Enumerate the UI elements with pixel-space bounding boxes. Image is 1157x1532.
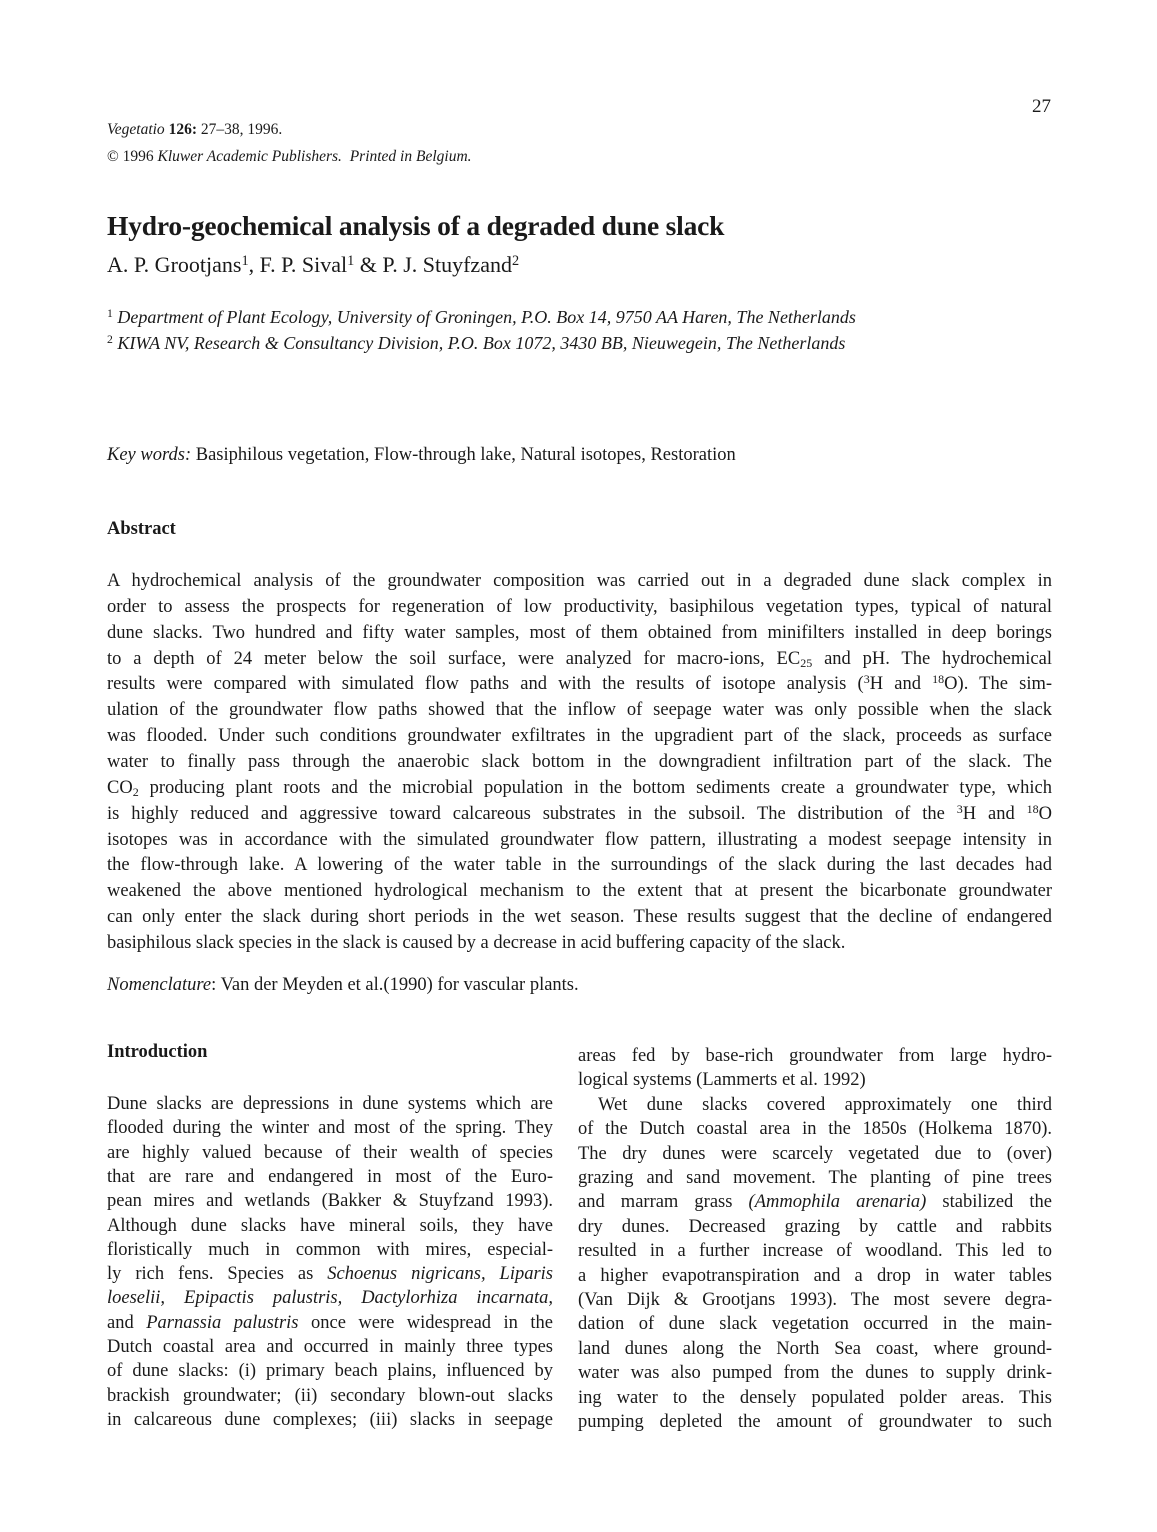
text-line	[107, 802, 1052, 826]
text-segment: the flow-through lake. A lowering of the water table in the surroundings of the slack during the last decades had	[107, 855, 1052, 876]
text-segment: and pH. The hydrochemical	[812, 648, 1052, 669]
text-segment: ly rich fens. Species as	[107, 1264, 328, 1285]
text-segment: (Van Dijk & Grootjans 1993). The most severe degra-	[578, 1290, 1052, 1310]
affiliation	[107, 333, 845, 354]
nomenclature-label: Nomenclature	[107, 975, 212, 995]
text-line	[578, 1068, 1052, 1092]
copyright-symbol: ©	[107, 148, 119, 165]
text-line	[107, 724, 1052, 748]
text-segment: can only enter the slack during short periods in the wet season. These results suggest that the decline of endangered	[107, 907, 1052, 928]
text-line	[578, 1142, 1052, 1166]
text-segment: results were compared with simulated flow paths and with the results of isotope analysis (	[107, 674, 864, 695]
text-segment: H and	[869, 674, 933, 695]
text-line	[578, 1312, 1052, 1336]
text-segment: to a depth of 24 meter below the soil surface, were analyzed for macro-ions, EC	[107, 648, 801, 669]
text-segment: floristically much in common with mires, especial-	[107, 1239, 553, 1260]
text-segment: Dune slacks are depressions in dune systems which are	[107, 1094, 553, 1114]
text-line	[107, 1384, 553, 1408]
text-segment: and	[107, 1312, 147, 1333]
text-line	[578, 1239, 1052, 1263]
superscript: 3	[863, 672, 870, 687]
text-segment: water was also pumped from the dunes to supply drink-	[578, 1363, 1052, 1384]
author: P. J. Stuyfzand	[382, 252, 512, 277]
text-line	[578, 1190, 1052, 1214]
text-line	[107, 905, 1052, 929]
text-segment: order to assess the prospects for regeneration of low productivity, basiphilous vegetation types, typical of natural	[107, 596, 1052, 617]
author-separator: &	[354, 252, 383, 277]
text-line	[107, 1408, 553, 1432]
keywords-label: Key words:	[107, 445, 192, 465]
text-segment: CO	[107, 777, 133, 798]
abstract-heading: Abstract	[107, 519, 176, 539]
text-line	[107, 1286, 553, 1310]
superscript: 3	[956, 801, 963, 816]
text-line	[107, 647, 1052, 671]
text-line	[578, 1288, 1052, 1312]
text-line	[578, 1117, 1052, 1141]
text-segment: pumping depleted the amount of groundwater to such	[578, 1412, 1052, 1432]
text-segment: dry dunes. Decreased grazing by cattle and rabbits	[578, 1216, 1052, 1237]
text-line	[107, 879, 1052, 903]
text-segment: basiphilous slack species in the slack is caused by a decrease in acid buffering capacity of the slack.	[107, 932, 846, 953]
affiliation-number: 1	[107, 307, 113, 321]
text-line	[107, 1165, 553, 1189]
author-affiliation-mark: 1	[347, 252, 355, 269]
text-segment: ing water to the densely populated polder areas. This	[578, 1387, 1052, 1408]
nomenclature-text: : Van der Meyden et al.(1990) for vascular plants.	[211, 975, 579, 995]
author: F. P. Sival	[259, 252, 348, 277]
copyright-year: 1996	[122, 148, 154, 165]
text-line	[107, 595, 1052, 619]
page-number: 27	[1032, 96, 1051, 117]
text-line	[107, 1359, 553, 1383]
text-line	[107, 1189, 553, 1213]
text-line	[107, 1311, 553, 1335]
text-line	[107, 1116, 553, 1140]
text-line	[107, 1238, 553, 1262]
text-line	[107, 1262, 553, 1286]
copyright-line	[107, 148, 472, 166]
text-segment: land dunes along the North Sea coast, where ground-	[578, 1338, 1052, 1359]
affiliation	[107, 307, 856, 328]
text-line	[578, 1410, 1052, 1434]
text-line	[107, 776, 1052, 800]
text-segment: producing plant roots and the microbial population in the bottom sediments create a groundwater type, which	[138, 777, 1052, 798]
paper-title: Hydro-geochemical analysis of a degraded dune slack	[107, 210, 725, 241]
text-segment: ulation of the groundwater flow paths showed that the inflow of seepage water was only possible when the slack	[107, 700, 1052, 721]
text-line	[107, 698, 1052, 722]
text-line	[107, 569, 1052, 593]
text-line	[107, 1141, 553, 1165]
text-segment: grazing and sand movement. The planting of pine trees	[578, 1168, 1052, 1188]
text-segment: of dune slacks: (i) primary beach plains, influenced by	[107, 1361, 553, 1382]
subscript: 25	[800, 655, 813, 670]
author-separator: ,	[248, 252, 260, 277]
author: A. P. Grootjans	[107, 252, 242, 277]
publisher: Kluwer Academic Publishers.	[157, 148, 342, 165]
text-line	[107, 1214, 553, 1238]
text-segment: stabilized the	[926, 1192, 1052, 1213]
text-segment: pean mires and wetlands (Bakker & Stuyfzand 1993).	[107, 1191, 553, 1212]
author-affiliation-mark: 2	[511, 252, 520, 269]
superscript: 18	[1026, 801, 1039, 816]
text-line	[578, 1215, 1052, 1239]
text-line	[578, 1044, 1052, 1068]
affiliation-text: Department of Plant Ecology, University of Groningen, P.O. Box 14, 9750 AA Haren, The Netherlands	[117, 307, 856, 327]
text-segment: dune slacks. Two hundred and fifty water samples, most of them obtained from minifilters installed in deep borings	[107, 622, 1052, 643]
journal-pages-year: 27–38, 1996.	[200, 121, 283, 138]
italic-text: Parnassia palustris	[146, 1312, 299, 1333]
text-line	[578, 1166, 1052, 1190]
text-segment: A hydrochemical analysis of the groundwater composition was carried out in a degraded dune slack complex in	[107, 571, 1052, 591]
text-segment: Although dune slacks have mineral soils, they have	[107, 1215, 553, 1236]
italic-text: (Ammophila arenaria)	[748, 1192, 927, 1213]
text-line	[578, 1361, 1052, 1385]
text-segment: of the Dutch coastal area in the 1850s (Holkema 1870).	[578, 1119, 1052, 1140]
text-segment: are highly valued because of their wealth of species	[107, 1142, 553, 1163]
text-line	[107, 621, 1052, 645]
journal-volume: 126:	[168, 121, 197, 138]
text-segment: in calcareous dune complexes; (iii) slacks in seepage	[107, 1409, 553, 1430]
text-segment: was flooded. Under such conditions groundwater exfiltrates in the upgradient part of the slack, proceeds as surface	[107, 726, 1052, 747]
text-line	[107, 853, 1052, 877]
journal-name: Vegetatio	[107, 121, 165, 138]
text-segment: O	[1038, 803, 1053, 824]
text-segment: Wet dune slacks covered approximately one third	[598, 1094, 1052, 1115]
text-segment: resulted in a further increase of woodland. This led to	[578, 1241, 1052, 1262]
subscript: 2	[132, 784, 139, 799]
text-line	[107, 931, 1052, 955]
text-segment: isotopes was in accordance with the simulated groundwater flow pattern, illustrating a modest seepage intensity in	[107, 829, 1052, 850]
text-line	[107, 672, 1052, 696]
text-segment: once were widespread in the	[298, 1312, 553, 1333]
text-segment: H and	[962, 803, 1027, 824]
journal-citation	[107, 121, 282, 139]
text-line	[578, 1093, 1052, 1117]
text-line	[578, 1337, 1052, 1361]
text-segment: weakened the above mentioned hydrological mechanism to the extent that at present the bicarbonate groundwater	[107, 881, 1052, 902]
text-segment: a higher evapotranspiration and a drop in water tables	[578, 1265, 1052, 1286]
text-segment: is highly reduced and aggressive toward calcareous substrates in the subsoil. The distribution of the	[107, 803, 957, 824]
affiliation-text: KIWA NV, Research & Consultancy Division, P.O. Box 1072, 3430 BB, Nieuwegein, The Netherlands	[117, 333, 846, 353]
affiliation-number: 2	[107, 333, 113, 347]
italic-text: loeselii, Epipactis palustris, Dactylorhiza incarnata,	[107, 1288, 553, 1309]
text-segment: that are rare and endangered in most of the Euro-	[107, 1166, 553, 1187]
text-line	[107, 828, 1052, 852]
text-line	[107, 750, 1052, 774]
italic-text: Schoenus nigricans, Liparis	[327, 1264, 553, 1285]
text-segment: Dutch coastal area and occurred in mainly three types	[107, 1337, 553, 1357]
text-segment: brackish groundwater; (ii) secondary blown-out slacks	[107, 1385, 553, 1406]
text-segment: dation of dune slack vegetation occurred in the main-	[578, 1314, 1052, 1335]
text-line	[107, 1092, 553, 1116]
author-list	[107, 252, 519, 278]
keywords-text: Basiphilous vegetation, Flow-through lake, Natural isotopes, Restoration	[191, 445, 736, 465]
text-segment: O). The sim-	[944, 674, 1053, 695]
text-segment: and marram grass	[578, 1192, 749, 1213]
superscript: 18	[932, 672, 945, 687]
printed-location: Printed in Belgium.	[349, 148, 472, 165]
text-line	[107, 1335, 553, 1359]
text-segment: areas fed by base-rich groundwater from large hydro-	[578, 1046, 1052, 1066]
text-line	[578, 1386, 1052, 1410]
nomenclature	[107, 975, 579, 996]
text-line	[578, 1264, 1052, 1288]
text-segment: flooded during the winter and most of the spring. They	[107, 1118, 553, 1139]
text-segment: logical systems (Lammerts et al. 1992)	[578, 1070, 866, 1091]
text-segment: water to finally pass through the anaerobic slack bottom in the downgradient infiltration part of the slack. The	[107, 751, 1052, 772]
text-segment: The dry dunes were scarcely vegetated due to (over)	[578, 1143, 1052, 1164]
introduction-heading: Introduction	[107, 1042, 208, 1062]
keywords	[107, 445, 736, 466]
author-affiliation-mark: 1	[241, 252, 249, 269]
